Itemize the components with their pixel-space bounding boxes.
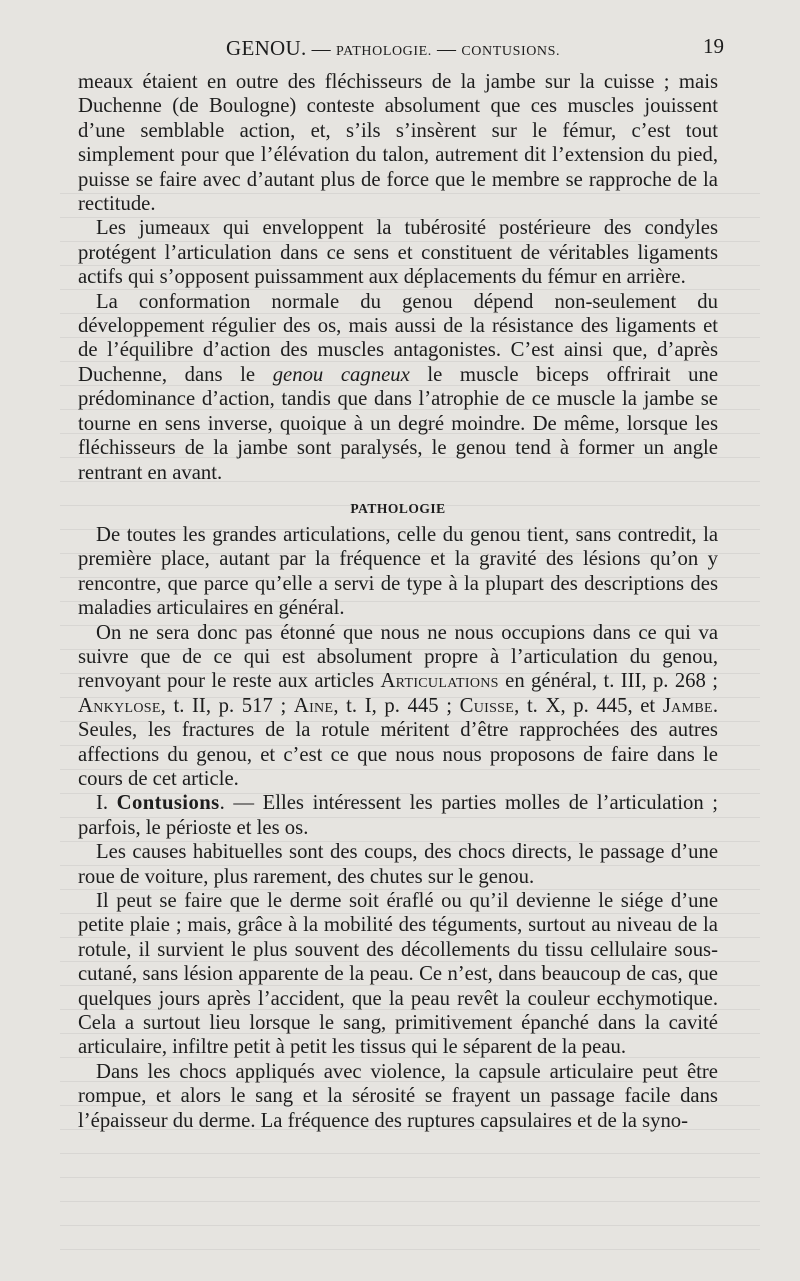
- page-header: [78, 32, 722, 62]
- paragraph: Les jumeaux qui enveloppent la tubérosité postérieure des condyles protégent l’articulation dans ce sens et constituent de véritables ligaments actifs qui s’opposent puissamment aux déplacements du fémur en arrière.: [78, 217, 718, 289]
- text-run: , t. I, p. 445 ;: [333, 694, 460, 717]
- paragraph: De toutes les grandes articulations, celle du genou tient, sans contredit, la première place, autant par la fréquence et la gravité des lésions qu’on y rencontre, que parce qu’elle a servi de type à la plupart des descriptions des maladies articulaires en général.: [78, 523, 718, 620]
- text-run: La conformation normale du genou dépend non-seulement du développement régulier des os, mais aussi de la résistance des ligaments et de l’équilibre d’action des muscles antagonistes. C’est ainsi que, d’après Duchenne, dans le: [78, 290, 718, 386]
- running-head-section: PATHOLOGIE.: [335, 44, 432, 59]
- paragraph: [78, 791, 718, 840]
- cross-reference: Cuisse: [459, 694, 515, 717]
- subsection-number: I.: [96, 792, 109, 815]
- cross-reference: Ankylose: [78, 694, 161, 717]
- cross-reference: Articulations: [380, 670, 499, 693]
- paragraph: Les causes habituelles sont des coups, des chocs directs, le passage d’une roue de voiture, plus rarement, des chutes sur le genou.: [78, 841, 718, 888]
- cross-reference: Aine: [293, 694, 334, 717]
- text-run: , t. X, p. 445, et: [514, 694, 663, 717]
- paragraph: Il peut se faire que le derme soit éraflé ou qu’il devienne le siége d’une petite plaie ; mais, grâce à la mobilité des téguments, surtout au niveau de la rotule, il survient le plus souvent des décollements du tissu cellulaire sous-cutané, sans lésion apparente de la peau. Ce n’est, dans beaucoup de cas, que quelques jours après l’accident, que la peau revêt la couleur ecchymotique. Cela a surtout lieu lorsque le sang, primitivement épanché dans la cavité articulaire, infiltre petit à petit les tissus qui le séparent de la peau.: [78, 890, 718, 1059]
- text-run: en général, t. III, p. 268 ;: [498, 670, 718, 693]
- text-run: . Seules, les fractures de la rotule méritent d’être rapprochées des autres affections du genou, et c’est ce que nous nous proposons de faire dans le cours de cet article.: [78, 694, 718, 790]
- running-head-dash: —: [311, 39, 331, 60]
- text-run: . — Elles intéressent les parties molles de l’articulation ; parfois, le périoste et les os.: [78, 792, 719, 839]
- paragraph: [78, 621, 718, 792]
- text-run: On ne sera donc pas étonné que nous ne nous occupions dans ce qui va suivre que de ce qui est absolument propre à l’articulation du genou, renvoyant pour le reste aux articles: [78, 621, 718, 693]
- running-head-dash: —: [436, 39, 457, 60]
- section-heading: PATHOLOGIE: [350, 500, 446, 516]
- italic-term: genou cagneux: [272, 363, 410, 386]
- paragraph: Dans les chocs appliqués avec violence, la capsule articulaire peut être rompue, et alors le sang et la sérosité se frayent un passage facile dans l’épaisseur du derme. La fréquence des ruptures capsulaires et de la syno-: [78, 1060, 718, 1132]
- main-text: [78, 70, 718, 1133]
- paragraph: meaux étaient en outre des fléchisseurs de la jambe sur la cuisse ; mais Duchenne (de Boulogne) conteste absolument que ces muscles jouissent d’une semblable action, et, s’ils s’insèrent sur le fémur, c’est tout simplement pour que l’élévation du talon, autrement dit l’extension du pied, puisse se faire avec d’autant plus de force que le membre se rapproche de la rectitude.: [78, 71, 718, 216]
- text-run: le muscle biceps offrirait une prédominance d’action, tandis que dans l’atrophie de ce muscle la jambe se tourne en sens inverse, quoique à un degré moindre. De même, lorsque les fléchisseurs de la jambe sont paralysés, le genou tend à former un angle rentrant en avant.: [78, 363, 719, 484]
- running-head-title: GENOU.: [226, 36, 307, 60]
- subsection-title: Contusions: [116, 792, 220, 815]
- cross-reference: Jambe: [662, 694, 713, 717]
- page-number: 19: [703, 34, 724, 58]
- paragraph: [78, 290, 718, 485]
- text-run: , t. II, p. 517 ;: [160, 694, 294, 717]
- running-head-subsection: CONTUSIONS.: [461, 44, 561, 59]
- running-head: [226, 36, 560, 61]
